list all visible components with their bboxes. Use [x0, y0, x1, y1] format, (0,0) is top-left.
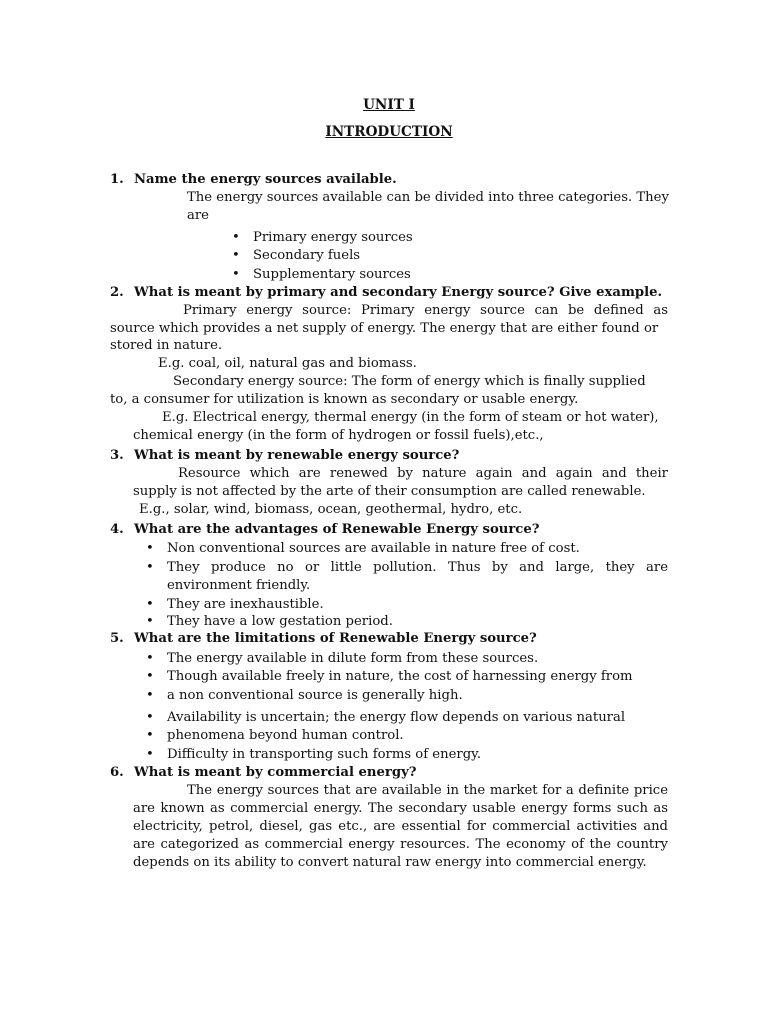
list-item: • They have a low gestation period.	[167, 613, 393, 631]
unit-heading: UNIT I	[363, 97, 415, 113]
question-text: What are the advantages of Renewable Energy source?	[134, 522, 540, 537]
q2-text-line: source which provides a net supply of energy. The energy that are either found or	[110, 321, 659, 336]
question-number: 2.	[110, 285, 124, 300]
q2-text-line: stored in nature.	[110, 338, 223, 353]
question-text: Name the energy sources available.	[134, 172, 397, 187]
list-item: • They produce no or little pollution. Thus by and large, they are	[167, 559, 668, 577]
q2-text-line: to, a consumer for utilization is known as secondary or usable energy.	[110, 392, 579, 407]
question-text: What is meant by primary and secondary Energy source? Give example.	[134, 285, 663, 300]
page-title: INTRODUCTION	[325, 124, 453, 140]
list-item: • The energy available in dilute form from these sources.	[167, 650, 538, 668]
q3-text-line: Resource which are renewed by nature again and again and their	[178, 466, 668, 481]
question-number: 4.	[110, 522, 124, 537]
list-item: • Though available freely in nature, the cost of harnessing energy from	[167, 668, 633, 686]
question-number: 6.	[110, 765, 124, 780]
q6-text-line: depends on its ability to convert natural raw energy into commercial energy.	[133, 855, 647, 870]
list-item: • phenomena beyond human control.	[167, 727, 404, 745]
q3-text-line: E.g., solar, wind, biomass, ocean, geothermal, hydro, etc.	[139, 502, 523, 517]
q6-text-line: electricity, petrol, diesel, gas etc., are essential for commercial activities and	[133, 819, 668, 834]
q2-text-line: Primary energy source: Primary energy source can be defined as	[183, 303, 668, 318]
list-item-continuation: environment friendly.	[167, 578, 311, 593]
question-number: 3.	[110, 448, 124, 463]
question-text: What is meant by commercial energy?	[134, 765, 417, 780]
list-item: • Non conventional sources are available in nature free of cost.	[167, 540, 580, 558]
question-number: 5.	[110, 631, 124, 646]
list-item: • Secondary fuels	[253, 247, 360, 265]
q2-text-line: chemical energy (in the form of hydrogen or fossil fuels),etc.,	[133, 428, 544, 443]
q2-text-line: Secondary energy source: The form of energy which is finally supplied	[173, 374, 646, 389]
list-item: • Primary energy sources	[253, 229, 413, 247]
list-item: • Availability is uncertain; the energy flow depends on various natural	[167, 709, 625, 727]
question-number: 1.	[110, 172, 124, 187]
q2-text-line: E.g. Electrical energy, thermal energy (in the form of steam or hot water),	[162, 410, 659, 425]
q1-text-line: The energy sources available can be divided into three categories. They	[187, 190, 669, 205]
q6-text-line: The energy sources that are available in the market for a definite price	[187, 783, 668, 798]
q2-text-line: E.g. coal, oil, natural gas and biomass.	[158, 356, 417, 371]
list-item: • They are inexhaustible.	[167, 596, 324, 614]
list-item: • Difficulty in transporting such forms of energy.	[167, 746, 481, 764]
q3-text-line: supply is not affected by the arte of their consumption are called renewable.	[133, 484, 646, 499]
q1-text-line: are	[187, 208, 209, 223]
question-text: What are the limitations of Renewable Energy source?	[134, 631, 537, 646]
list-item: • a non conventional source is generally high.	[167, 687, 463, 705]
question-text: What is meant by renewable energy source?	[134, 448, 460, 463]
q6-text-line: are categorized as commercial energy resources. The economy of the country	[133, 837, 668, 852]
q6-text-line: are known as commercial energy. The secondary usable energy forms such as	[133, 801, 668, 816]
list-item: • Supplementary sources	[253, 266, 411, 284]
